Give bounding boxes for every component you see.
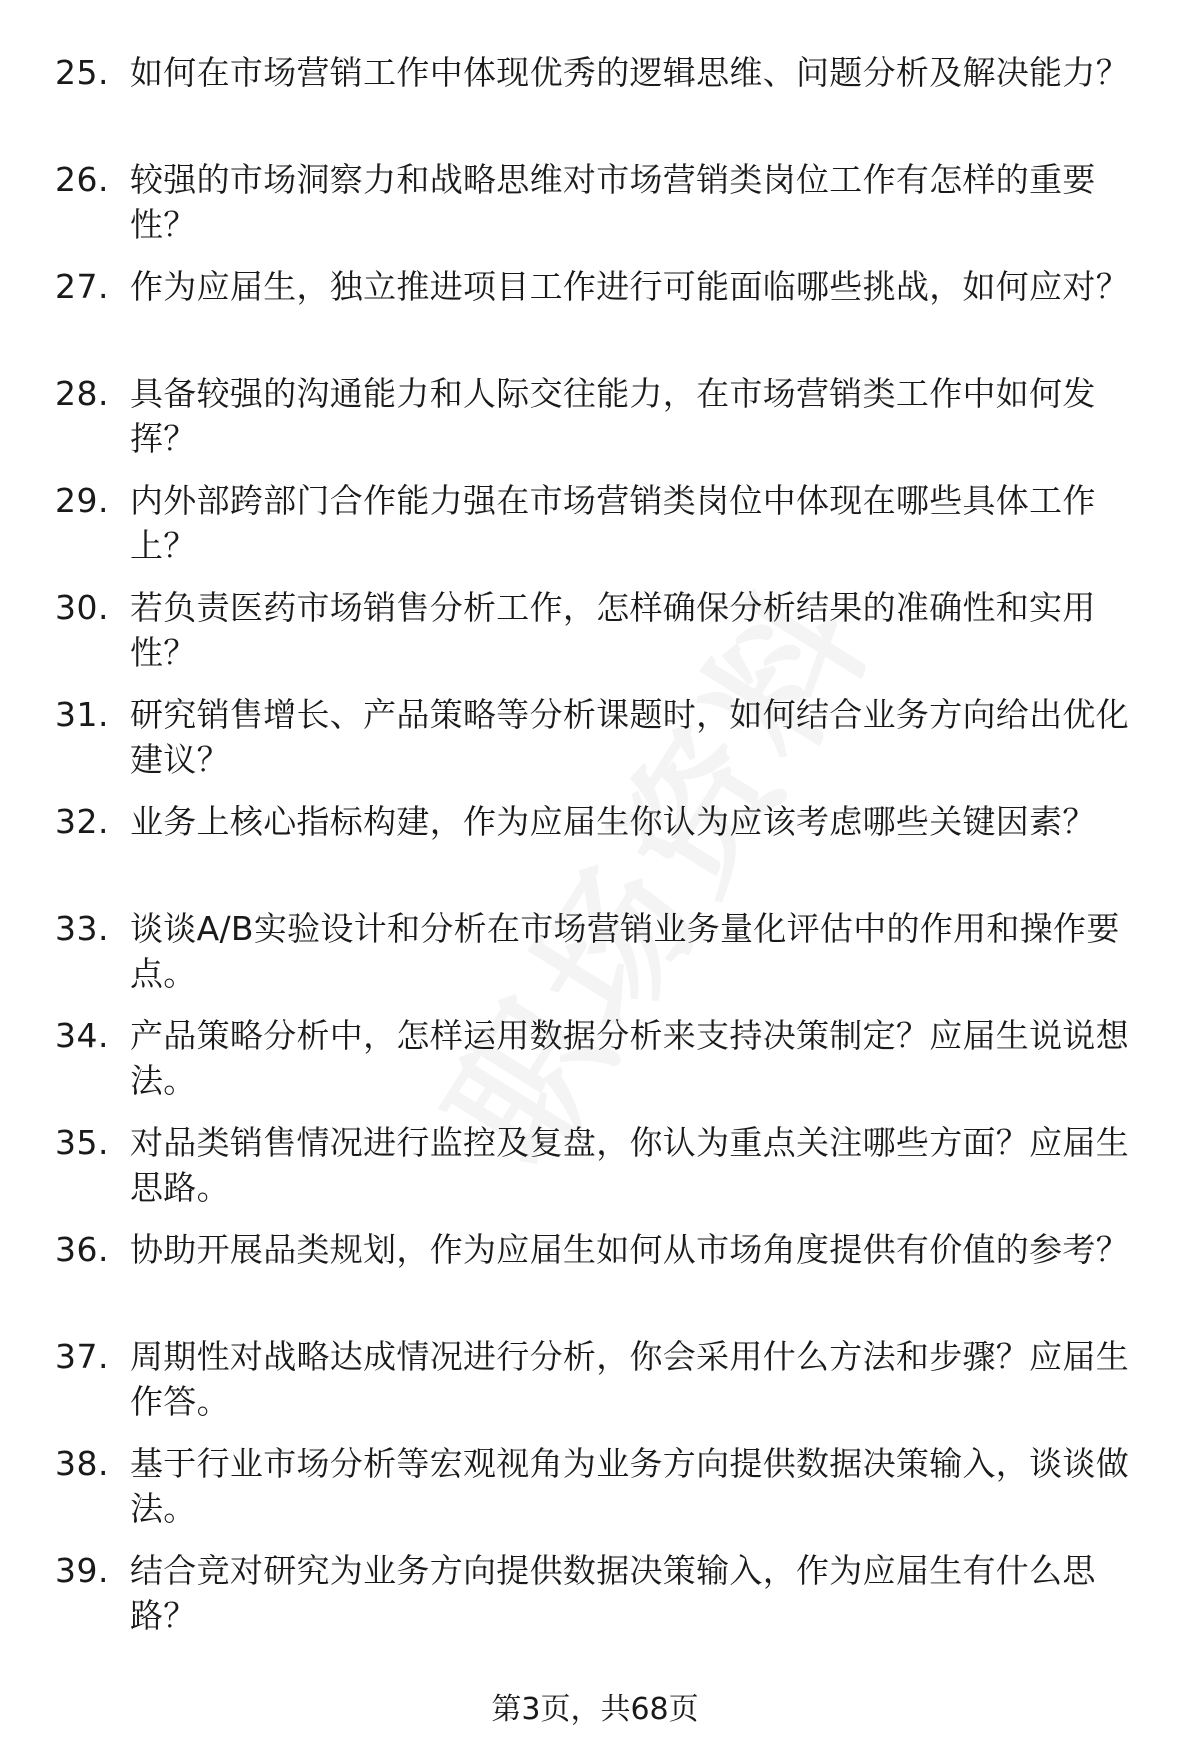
question-text: 对品类销售情况进行监控及复盘，你认为重点关注哪些方面？应届生思路。 [130,1123,1129,1207]
question-text: 业务上核心指标构建，作为应届生你认为应该考虑哪些关键因素？ [130,802,1096,841]
question-list [55,50,1145,1655]
question-number: 38. [55,1444,109,1483]
question-number: 34. [55,1016,109,1055]
list-item [55,1441,1145,1548]
question-text: 协助开展品类规划，作为应届生如何从市场角度提供有价值的参考？ [130,1230,1129,1269]
question-number: 36. [55,1230,109,1269]
question-text: 产品策略分析中，怎样运用数据分析来支持决策制定？应届生说说想法。 [130,1016,1129,1100]
question-number: 33. [55,909,109,948]
page-number-footer: 第3页，共68页 [491,1692,699,1727]
list-item [55,799,1145,906]
question-number: 29. [55,481,109,520]
question-text: 研究销售增长、产品策略等分析课题时，如何结合业务方向给出优化建议？ [130,695,1129,779]
question-text: 结合竞对研究为业务方向提供数据决策输入，作为应届生有什么思路？ [130,1551,1096,1635]
question-text: 作为应届生，独立推进项目工作进行可能面临哪些挑战，如何应对？ [130,267,1129,306]
question-text: 如何在市场营销工作中体现优秀的逻辑思维、问题分析及解决能力？ [130,53,1129,92]
question-number: 30. [55,588,109,627]
question-number: 31. [55,695,109,734]
list-item [55,692,1145,799]
list-item [55,1334,1145,1441]
question-text: 若负责医药市场销售分析工作，怎样确保分析结果的准确性和实用性？ [130,588,1096,672]
list-item [55,1013,1145,1120]
list-item [55,478,1145,585]
question-text: 具备较强的沟通能力和人际交往能力，在市场营销类工作中如何发挥？ [130,374,1096,458]
list-item [55,50,1145,157]
question-text: 周期性对战略达成情况进行分析，你会采用什么方法和步骤？应届生作答。 [130,1337,1129,1421]
list-item [55,1227,1145,1334]
question-text: 较强的市场洞察力和战略思维对市场营销类岗位工作有怎样的重要性？ [130,160,1096,244]
question-number: 25. [55,53,109,92]
question-text: 基于行业市场分析等宏观视角为业务方向提供数据决策输入，谈谈做法。 [130,1444,1129,1528]
question-text: 谈谈A/B实验设计和分析在市场营销业务量化评估中的作用和操作要点。 [130,909,1120,993]
question-number: 27. [55,267,109,306]
list-item [55,906,1145,1013]
question-text: 内外部跨部门合作能力强在市场营销类岗位中体现在哪些具体工作上？ [130,481,1096,565]
list-item [55,371,1145,478]
question-number: 35. [55,1123,109,1162]
question-number: 28. [55,374,109,413]
list-item [55,264,1145,371]
list-item [55,1548,1145,1655]
question-number: 37. [55,1337,109,1376]
question-number: 39. [55,1551,109,1590]
question-number: 26. [55,160,109,199]
list-item [55,157,1145,264]
list-item [55,585,1145,692]
question-number: 32. [55,802,109,841]
list-item [55,1120,1145,1227]
